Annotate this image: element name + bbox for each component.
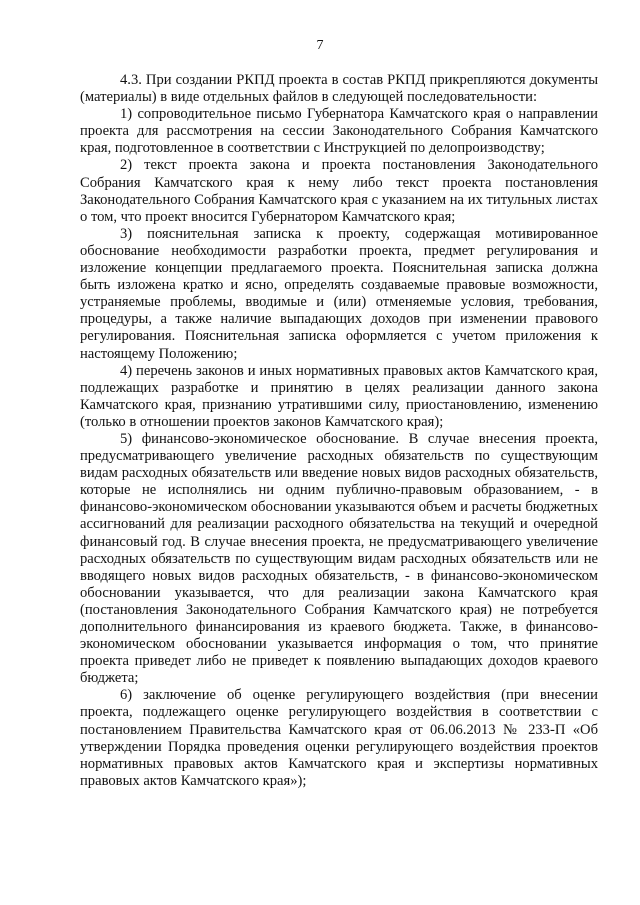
page-number: 7 <box>316 38 324 53</box>
paragraph-item-2: 2) текст проекта закона и проекта постановления Законодательного Собрания Камчатского края к нему либо текст проекта постановления Законодательного Собрания Камчатского края с указанием на их титульных листах о том, что проект вносится Губернатором Камчатского края; <box>80 157 598 225</box>
paragraph-4-3-intro: 4.3. При создании РКПД проекта в состав РКПД прикрепляются документы (материалы) в виде отдельных файлов в следующей последовательности: <box>80 72 598 106</box>
paragraph-item-5: 5) финансово-экономическое обоснование. В случае внесения проекта, предусматривающего увеличение расходных обязательств по существующим видам расходных обязательств или введение новых видов расходных обязательств, которые не исполнялись ни одним публично-правовым образованием, - в финансово-экономическом обосновании указываются объем и расчеты бюджетных ассигнований для реализации расходного обязательства на текущий и очередной финансовый год. В случае внесения проекта, не предусматривающего увеличение расходных обязательств по существующим видам расходных обязательств или не вводящего новых видов расходных обязательств, - в финансово-экономическом обосновании указывается, что для реализации закона Камчатского края (постановления Законодательного Собрания Камчатского края) не потребуется дополнительного финансирования из краевого бюджета. Также, в финансово-экономическом обосновании указывается информация о том, что принятие проекта приведет либо не приведет к появлению выпадающих доходов краевого бюджета; <box>80 430 598 687</box>
paragraph-item-6: 6) заключение об оценке регулирующего воздействия (при внесении проекта, подлежащего оценке регулирующего воздействия в соответствии с постановлением Правительства Камчатского края от 06.06.2013 № 233-П «Об утверждении Порядка проведения оценки регулирующего воздействия проектов нормативных правовых актов Камчатского края и экспертизы нормативных правовых актов Камчатского края»); <box>80 687 598 789</box>
paragraph-item-3: 3) пояснительная записка к проекту, содержащая мотивированное обоснование необходимости разработки проекта, предмет регулирования и изложение концепции предлагаемого проекта. Пояснительная записка должна быть изложена кратко и ясно, определять создаваемые правовые возможности, устраняемые проблемы, вводимые и (или) отменяемые условия, требования, процедуры, а также наличие выпадающих доходов при изменении правового регулирования. Пояснительная записка оформляется с учетом приложения к настоящему Положению; <box>80 225 598 362</box>
paragraph-item-1: 1) сопроводительное письмо Губернатора Камчатского края о направлении проекта для рассмотрения на сессии Законодательного Собрания Камчатского края, подготовленное в соответствии с Инструкцией по делопроизводству; <box>80 106 598 157</box>
document-body <box>80 72 598 790</box>
paragraph-item-4: 4) перечень законов и иных нормативных правовых актов Камчатского края, подлежащих разработке и принятию в целях реализации данного закона Камчатского края, признанию утратившими силу, приостановлению, изменению (только в отношении проектов законов Камчатского края); <box>80 362 598 430</box>
